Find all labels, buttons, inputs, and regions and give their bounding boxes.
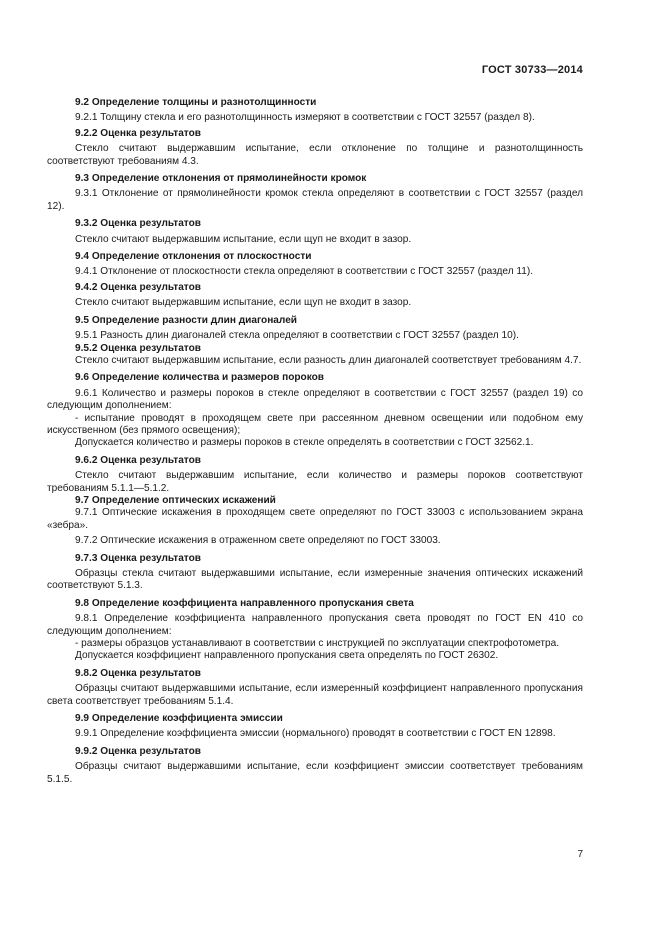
section-heading-9-8: 9.8 Определение коэффициента направленного пропускания света	[75, 597, 414, 609]
paragraph-9-3-1: 9.3.1 Отклонение от прямолинейности кромок стекла определяют в соответствии с ГОСТ 32557 (раздел 12).	[47, 188, 583, 212]
paragraph-9-6-1-addendum: Допускается количество и размеры пороков в стекле определять в соответствии с ГОСТ 32562.1.	[75, 437, 534, 449]
section-heading-9-6: 9.6 Определение количества и размеров пороков	[75, 372, 325, 384]
paragraph-9-6-1: 9.6.1 Количество и размеры пороков в стекле определяют в соответствии с ГОСТ 32557 (раздел 19) со следующим дополнением:	[47, 387, 583, 412]
paragraph-9-7-3: Образцы стекла считают выдержавшими испытание, если измеренные значения оптических искажений соответствуют 5.1.3.	[47, 568, 583, 592]
document-code: ГОСТ 30733—2014	[481, 64, 583, 76]
section-heading-9-5-2: 9.5.2 Оценка результатов	[75, 342, 201, 354]
section-heading-9-4-2: 9.4.2 Оценка результатов	[75, 281, 201, 293]
paragraph-9-8-2: Образцы считают выдержавшими испытание, если измеренный коэффициент направленного пропускания света соответствует требованиям 5.1.4.	[47, 683, 583, 707]
paragraph-9-6-2: Стекло считают выдержавшим испытание, если количество и размеры пороков соответствуют требованиям 5.1.1—5.1.2.	[47, 470, 583, 494]
section-heading-9-7-3: 9.7.3 Оценка результатов	[75, 552, 201, 564]
paragraph-9-4-1: 9.4.1 Отклонение от плоскостности стекла определяют в соответствии с ГОСТ 32557 (раздел 11).	[75, 266, 534, 278]
section-heading-9-3: 9.3 Определение отклонения от прямолинейности кромок	[75, 173, 367, 185]
paragraph-9-9-1: 9.9.1 Определение коэффициента эмиссии (нормального) проводят в соответствии с ГОСТ EN 12898.	[75, 728, 556, 740]
page-number: 7	[577, 849, 583, 860]
paragraph-9-2-1: 9.2.1 Толщину стекла и его разнотолщинность измеряют в соответствии с ГОСТ 32557 (раздел 8).	[75, 112, 535, 124]
section-heading-9-2-2: 9.2.2 Оценка результатов	[75, 127, 201, 139]
section-heading-9-9: 9.9 Определение коэффициента эмиссии	[75, 713, 283, 725]
section-heading-9-3-2: 9.3.2 Оценка результатов	[75, 218, 201, 230]
list-item-9-6-1: - испытание проводят в проходящем свете при рассеянном дневном освещении или подобном ему искусственном (без прямого освещения);	[47, 412, 583, 436]
paragraph-9-3-2: Стекло считают выдержавшим испытание, если щуп не входит в зазор.	[75, 233, 412, 245]
section-heading-9-5: 9.5 Определение разности длин диагоналей	[75, 314, 298, 326]
document-body	[47, 94, 583, 786]
paragraph-9-8-1: 9.8.1 Определение коэффициента направленного пропускания света проводят по ГОСТ EN 410 со следующим дополнением:	[47, 613, 583, 637]
paragraph-9-5-2: Стекло считают выдержавшим испытание, если разность длин диагоналей соответствует требованиям 4.7.	[75, 354, 582, 366]
section-heading-9-7: 9.7 Определение оптических искажений	[75, 494, 276, 506]
paragraph-9-2-2: Стекло считают выдержавшим испытание, если отклонение по толщине и разнотолщинность соответствуют требованиям 4.3.	[47, 143, 583, 167]
list-item-9-8-1: - размеры образцов устанавливают в соответствии с инструкцией по эксплуатации спектрофотометра.	[75, 638, 560, 650]
paragraph-9-4-2: Стекло считают выдержавшим испытание, если щуп не входит в зазор.	[75, 297, 412, 309]
section-heading-9-8-2: 9.8.2 Оценка результатов	[75, 667, 201, 679]
paragraph-9-7-1: 9.7.1 Оптические искажения в проходящем свете определяют по ГОСТ 33003 с использованием экрана «зебра».	[47, 507, 583, 531]
section-heading-9-6-2: 9.6.2 Оценка результатов	[75, 454, 201, 466]
paragraph-9-7-2: 9.7.2 Оптические искажения в отраженном свете определяют по ГОСТ 33003.	[75, 535, 441, 547]
section-heading-9-4: 9.4 Определение отклонения от плоскостности	[75, 251, 312, 263]
paragraph-9-8-1-addendum: Допускается коэффициент направленного пропускания света определять по ГОСТ 26302.	[75, 650, 499, 662]
paragraph-9-5-1: 9.5.1 Разность длин диагоналей стекла определяют в соответствии с ГОСТ 32557 (раздел 10).	[75, 330, 519, 342]
section-heading-9-2: 9.2 Определение толщины и разнотолщинности	[75, 97, 317, 108]
paragraph-9-9-2: Образцы считают выдержавшими испытание, если коэффициент эмиссии соответствует требованиям 5.1.5.	[47, 761, 583, 785]
section-heading-9-9-2: 9.9.2 Оценка результатов	[75, 745, 201, 757]
